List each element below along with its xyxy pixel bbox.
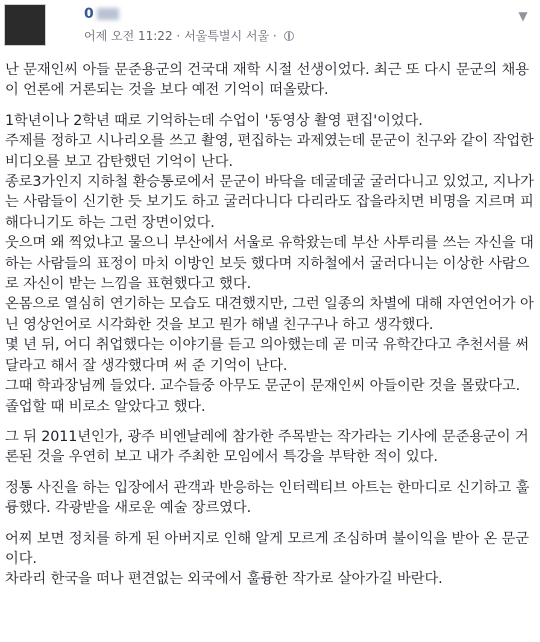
paragraph-7: 몇 년 뒤, 어디 취업했다는 이야기를 듣고 의아했는데 곧 미국 유학간다고 추천서를 써달라고 해서 잘 생각했다며 써 준 기억이 난다. bbox=[5, 337, 529, 374]
paragraph-12: 차라리 한국을 떠나 편견없는 외국에서 훌륭한 작가로 살아가길 바란다. bbox=[5, 571, 443, 588]
paragraph-5: 웃으며 왜 찍었냐고 물으니 부산에서 서울로 유학왔는데 부산 사투리를 쓰는 자신을 대하는 사람들의 표정이 마치 이방인 보듯 했다며 지하철에서 굴러다니는 이상한 사람으로 자신이 받는 느낌을 표현했다고 했다. bbox=[5, 235, 534, 293]
meta-separator-2: · bbox=[272, 29, 277, 43]
author-name-redacted bbox=[97, 8, 119, 20]
avatar[interactable] bbox=[4, 4, 46, 46]
paragraph-8: 그때 학과장님께 들었다. 교수들중 아무도 문군이 문재인씨 아들이란 것을 몰랐다고. 졸업할 때 비로소 알았다고 했다. bbox=[5, 378, 521, 415]
post-header bbox=[0, 0, 540, 52]
paragraph-6: 온몸으로 열심히 연기하는 모습도 대견했지만, 그런 일종의 차별에 대해 자연언어가 아닌 영상언어로 시각화한 것을 보고 뭔가 해낼 친구구나 하고 생각했다. bbox=[5, 296, 534, 333]
author-name[interactable] bbox=[84, 6, 119, 22]
paragraph-10: 정통 사진을 하는 입장에서 관객과 반응하는 인터렉티브 아트는 한마디로 신기하고 훌륭했다. 각광받을 새로운 예술 장르였다. bbox=[5, 479, 530, 517]
paragraph-2: 1학년이나 2학년 때로 기억하는데 수업이 '동영상 촬영 편집'이었다. bbox=[5, 112, 423, 129]
post-body bbox=[5, 60, 535, 590]
location[interactable]: 서울특별시 서울 bbox=[184, 29, 270, 43]
paragraph-3: 주제를 정하고 시나리오를 쓰고 촬영, 편집하는 과제였는데 문군이 친구와 같이 작업한 비디오를 보고 감탄했던 기억이 난다. bbox=[5, 133, 534, 170]
paragraph-1: 난 문재인씨 아들 문준용군의 건국대 재학 시절 선생이었다. 최근 또 다시 문군의 채용이 언론에 거론되는 것을 보다 예전 기억이 떠올랐다. bbox=[5, 62, 529, 99]
paragraph-9: 그 뒤 2011년인가, 광주 비엔날레에 참가한 주목받는 작가라는 기사에 문준용군이 거론된 것을 우연히 보고 내가 주최한 모임에서 특강을 부탁한 적이 있다. bbox=[5, 428, 529, 466]
timestamp[interactable]: 어제 오전 11:22 bbox=[84, 29, 173, 43]
post-meta bbox=[84, 27, 294, 44]
meta-separator: · bbox=[176, 29, 181, 43]
chevron-down-icon[interactable]: ▼ bbox=[518, 9, 528, 23]
paragraph-4: 종로3가인지 지하철 환승통로에서 문군이 바닥을 데굴데굴 굴러다니고 있었고, 지나가는 사람들이 신기한 듯 보기도 하고 굴러다니다 다리라도 잡을라치면 비명을 지르며 피해다니기도 하는 그런 장면이었다. bbox=[5, 174, 534, 231]
globe-icon[interactable] bbox=[284, 31, 294, 41]
paragraph-11: 어찌 보면 정치를 하게 된 아버지로 인해 알게 모르게 조심하며 불이익을 받아 온 문군이다. bbox=[5, 530, 529, 567]
author-name-text[interactable]: 0 bbox=[84, 6, 95, 22]
